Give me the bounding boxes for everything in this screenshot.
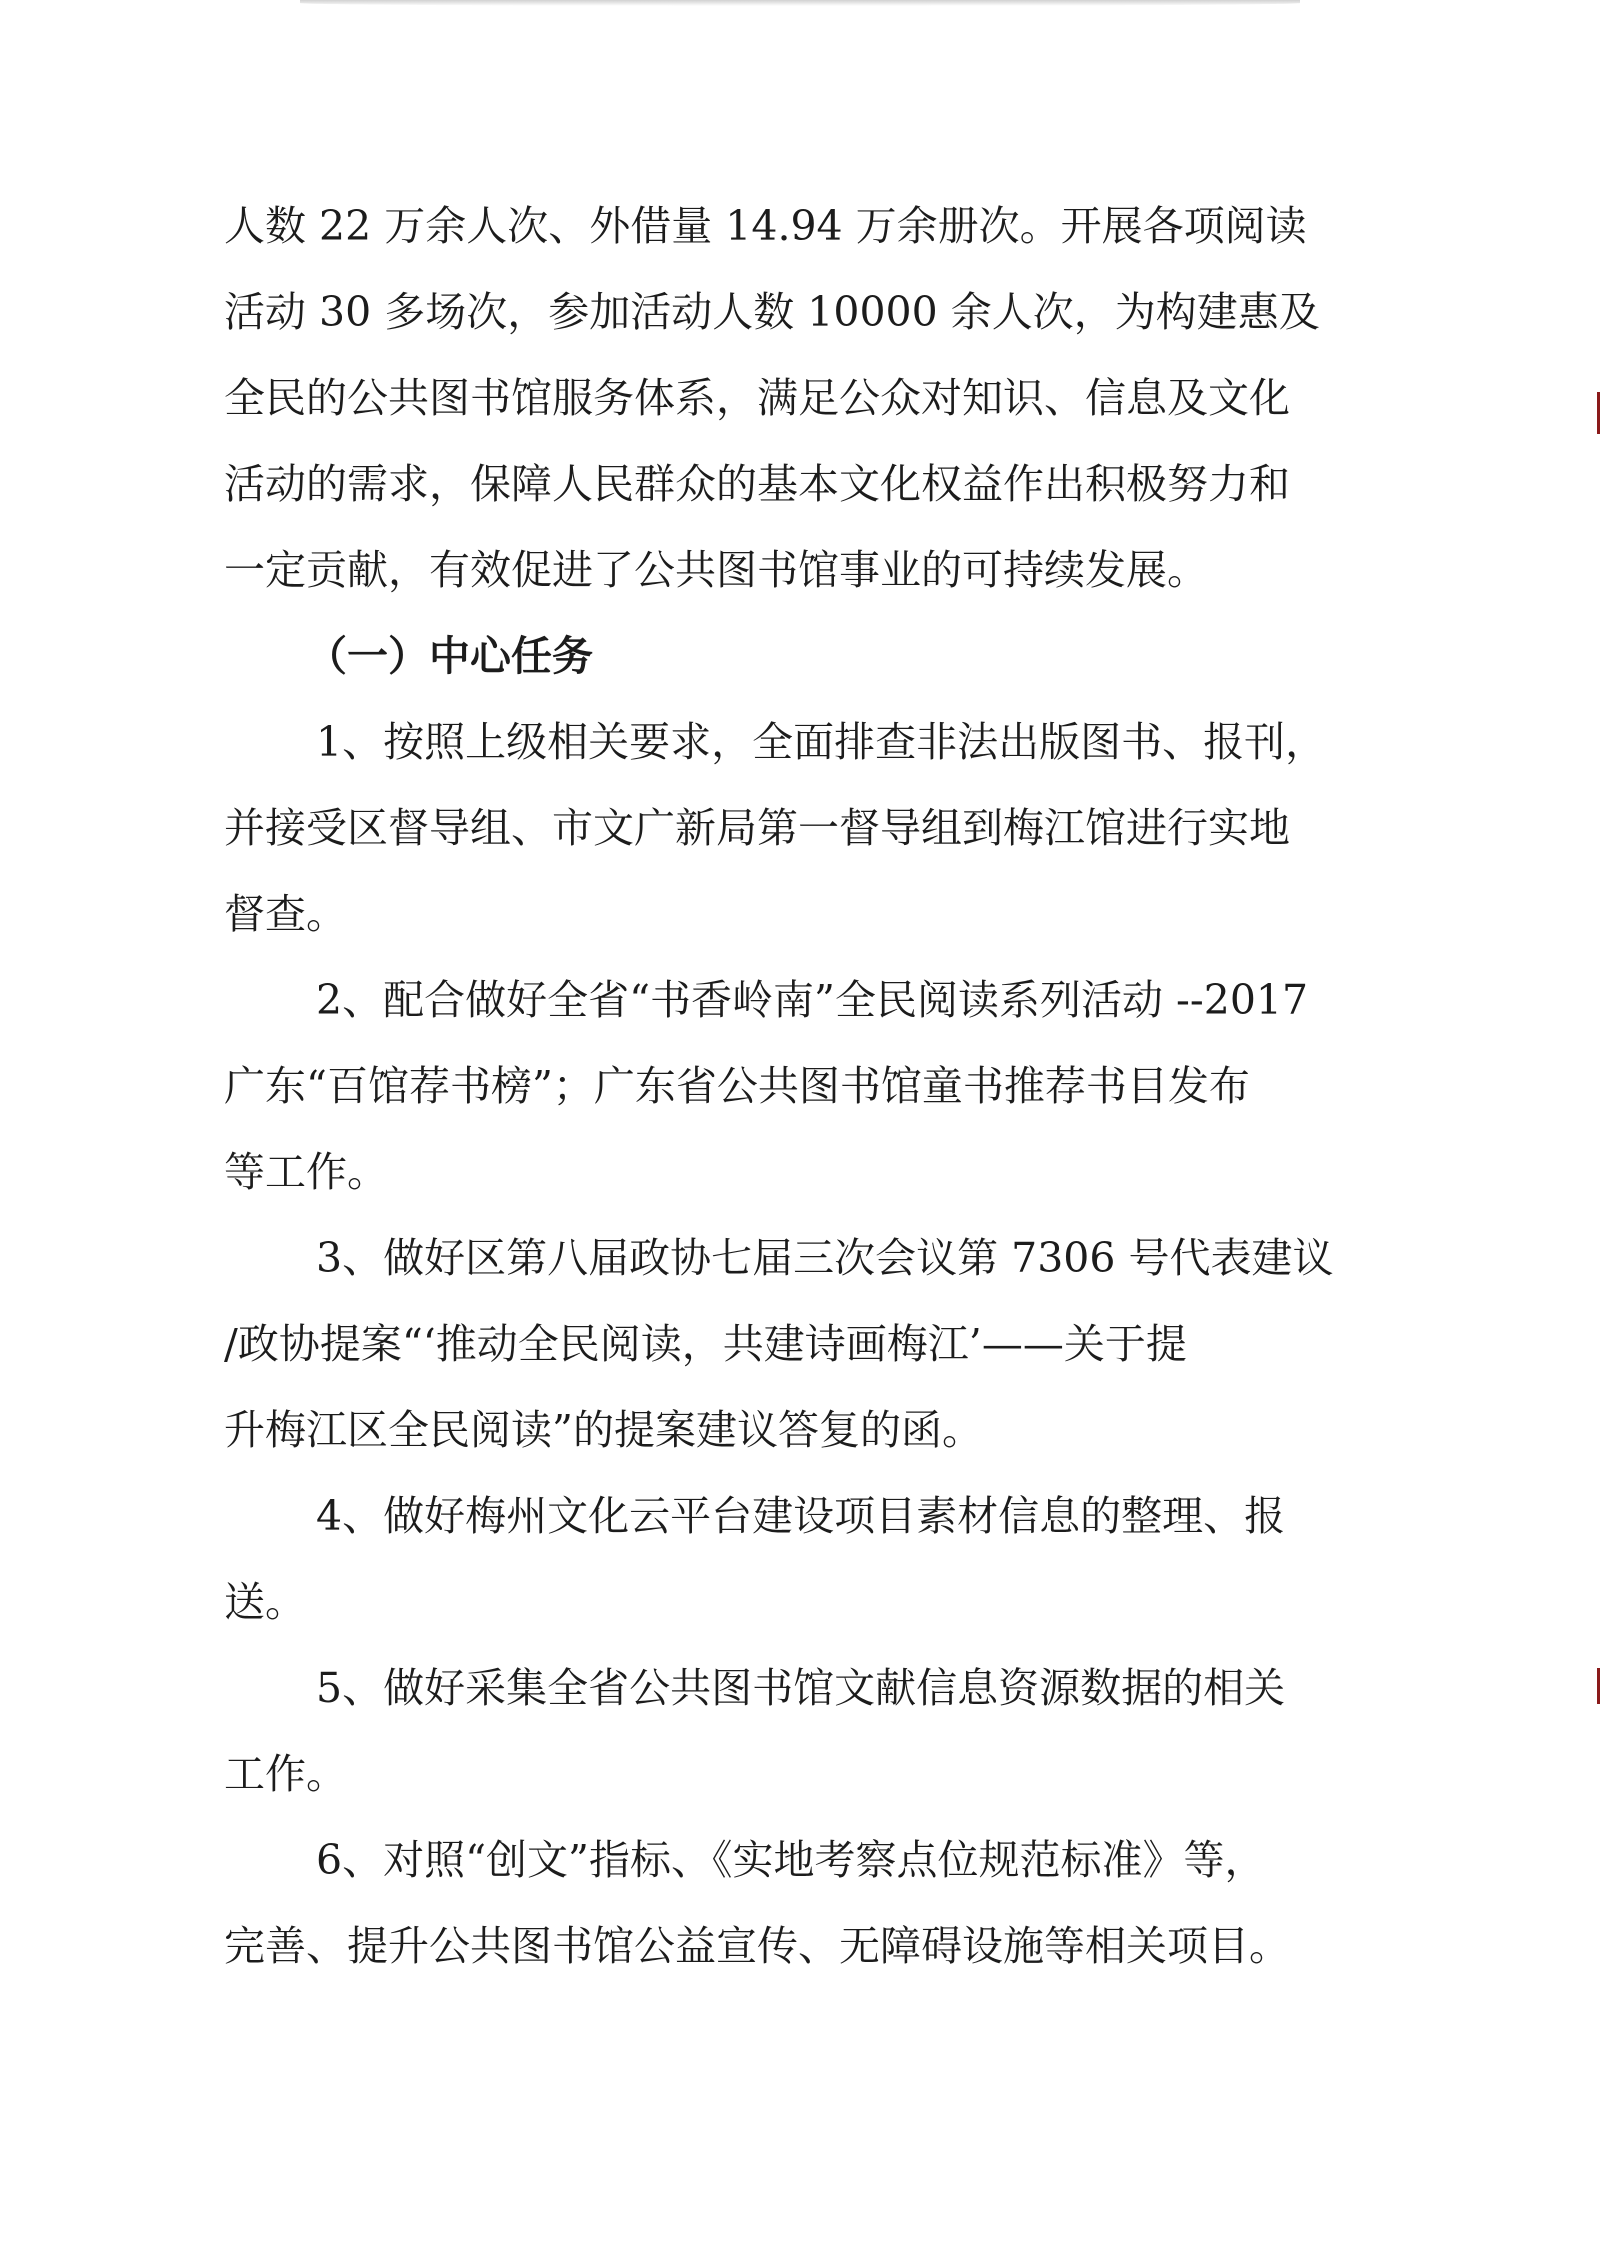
list-item-line: 并接受区督导组、市文广新局第一督导组到梅江馆进行实地: [224, 804, 1290, 852]
list-item-line: 工作。: [224, 1750, 347, 1798]
list-item-line: 广东“百馆荐书榜”；广东省公共图书馆童书推荐书目发布: [224, 1062, 1250, 1110]
paragraph-line: 全民的公共图书馆服务体系，满足公众对知识、信息及文化: [224, 374, 1290, 422]
paragraph-line: 一定贡献，有效促进了公共图书馆事业的可持续发展。: [224, 546, 1208, 594]
list-item-line: 送。: [224, 1578, 306, 1626]
list-item-line: 升梅江区全民阅读”的提案建议答复的函。: [224, 1406, 983, 1454]
scan-shadow: [300, 0, 1300, 6]
list-item-line: 1、按照上级相关要求，全面排查非法出版图书、报刊，: [316, 718, 1327, 766]
list-item-line: 等工作。: [224, 1148, 388, 1196]
paragraph-line: 活动的需求，保障人民群众的基本文化权益作出积极努力和: [224, 460, 1290, 508]
paragraph-line: 人数 22 万余人次、外借量 14.94 万余册次。开展各项阅读: [224, 202, 1307, 250]
list-item-line: 5、做好采集全省公共图书馆文献信息资源数据的相关: [316, 1664, 1286, 1712]
list-item-line: 3、做好区第八届政协七届三次会议第 7306 号代表建议: [316, 1234, 1334, 1282]
list-item-line: 完善、提升公共图书馆公益宣传、无障碍设施等相关项目。: [224, 1922, 1290, 1970]
list-item-line: 督查。: [224, 890, 347, 938]
list-item-line: 2、配合做好全省“书香岭南”全民阅读系列活动 --2017: [316, 976, 1309, 1024]
section-heading: （一）中心任务: [306, 632, 593, 680]
list-item-line: 4、做好梅州文化云平台建设项目素材信息的整理、报: [316, 1492, 1286, 1540]
list-item-line: 6、对照“创文”指标、《实地考察点位规范标准》等，: [316, 1836, 1266, 1884]
list-item-line: /政协提案“‘推动全民阅读，共建诗画梅江’——关于提: [224, 1320, 1187, 1368]
paragraph-line: 活动 30 多场次，参加活动人数 10000 余人次，为构建惠及: [224, 288, 1320, 336]
